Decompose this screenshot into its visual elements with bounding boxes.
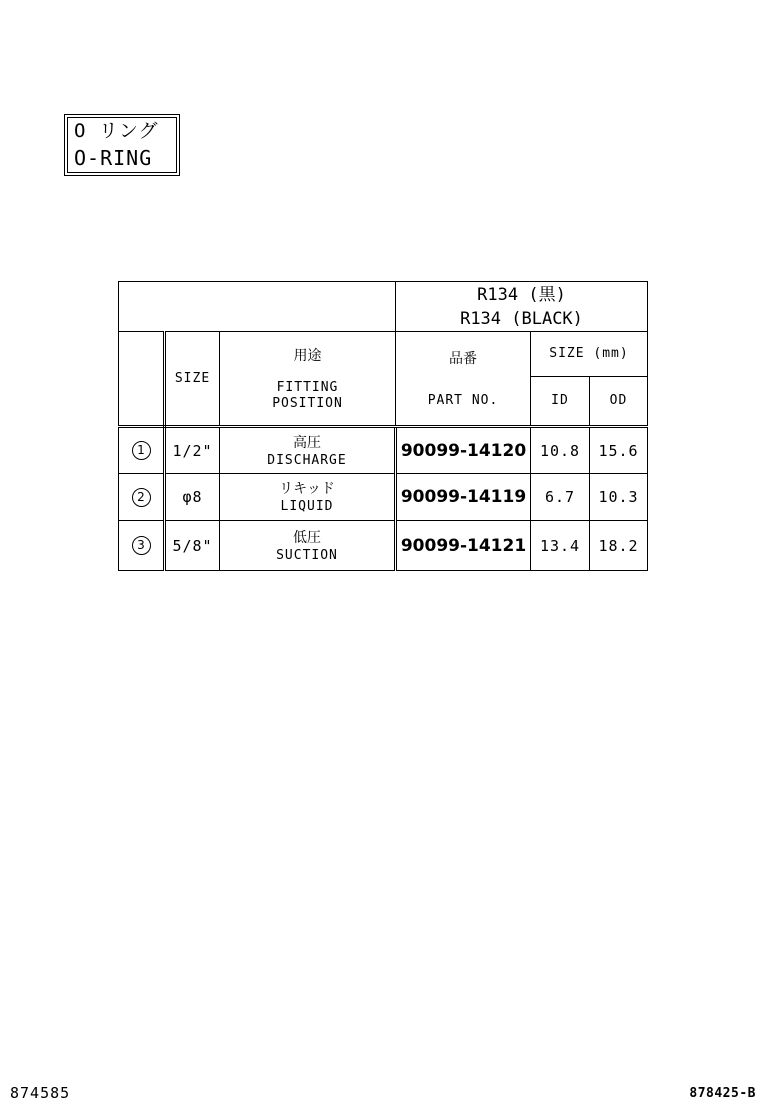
row-number-cell (119, 427, 165, 474)
row-part-no: 90099-14121 (396, 521, 531, 571)
row-id: 10.8 (531, 427, 590, 474)
refrigerant-jp: R134 (黒) (477, 284, 566, 305)
header-fitting-en-2: POSITION (272, 395, 343, 411)
row-number-cell (119, 521, 165, 571)
row-part-no: 90099-14120 (396, 427, 531, 474)
row-number: 1 (132, 441, 151, 460)
header-fitting-en-1: FITTING (276, 379, 339, 395)
row-fitting-jp: 高圧 (293, 434, 321, 451)
row-number-cell (119, 474, 165, 521)
row-size: φ8 (165, 474, 220, 521)
title-en: O-RING (74, 146, 153, 170)
parts-table (118, 281, 648, 571)
header-id: ID (531, 377, 590, 427)
header-od: OD (590, 377, 648, 427)
table-row (119, 474, 648, 521)
header-size: SIZE (165, 332, 220, 427)
title-jp: O リング (74, 120, 159, 142)
row-fitting (220, 474, 396, 521)
row-fitting-en: DISCHARGE (267, 452, 347, 468)
row-part-no: 90099-14119 (396, 474, 531, 521)
header-part (396, 332, 531, 427)
row-fitting-jp: リキッド (279, 481, 335, 497)
header-blank (119, 282, 396, 332)
row-od: 18.2 (590, 521, 648, 571)
refrigerant-header (396, 282, 648, 332)
row-id: 6.7 (531, 474, 590, 521)
row-od: 10.3 (590, 474, 648, 521)
row-fitting (220, 521, 396, 571)
row-fitting-jp: 低圧 (293, 529, 321, 546)
drawing-number-right: 878425-B (689, 1086, 756, 1101)
header-size-mm: SIZE (mm) (531, 332, 648, 377)
table-row (119, 521, 648, 571)
header-num-blank (119, 332, 165, 427)
title-inner (67, 117, 177, 173)
row-fitting-en: LIQUID (280, 499, 334, 514)
drawing-number-left: 874585 (10, 1084, 71, 1102)
row-number: 2 (132, 488, 151, 507)
row-size: 1/2" (165, 427, 220, 474)
row-id: 13.4 (531, 521, 590, 571)
row-number: 3 (132, 536, 151, 555)
title-box (64, 114, 180, 176)
header-part-en: PART NO. (427, 392, 499, 408)
table-row (119, 427, 648, 474)
row-size: 5/8" (165, 521, 220, 571)
header-fitting-jp: 用途 (293, 347, 322, 364)
header-fitting (220, 332, 396, 427)
row-fitting (220, 427, 396, 474)
refrigerant-en: R134 (BLACK) (460, 308, 583, 329)
header-part-jp: 品番 (449, 350, 477, 367)
row-od: 15.6 (590, 427, 648, 474)
row-fitting-en: SUCTION (276, 547, 338, 563)
